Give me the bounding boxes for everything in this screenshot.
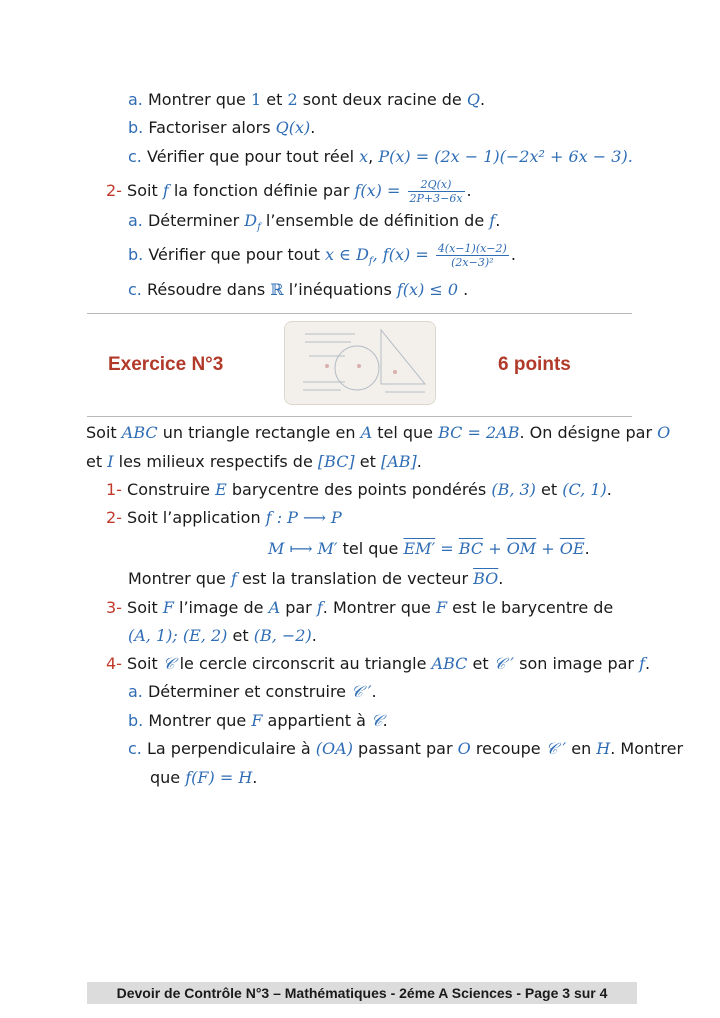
ex3-question-4: 4- Soit 𝒞 le cercle circonscrit au triangle ABC et 𝒞 ′ son image par f. (106, 654, 651, 673)
question-2a: a. Déterminer $D_f$ l’ensemble de définition de f. (128, 211, 501, 234)
exercise-illustration (284, 321, 436, 405)
exercise-intro-line1: Soit ABC un triangle rectangle en A tel que BC = 2AB. On désigne par O (86, 423, 671, 442)
ex3-question-1: 1- Construire E barycentre des points pondérés (B, 3) et (C, 1). (106, 480, 612, 499)
ex3-question-2-show: Montrer que f est la translation de vecteur $\overline{BO}$. (128, 569, 504, 588)
geometry-sketch-icon (285, 322, 435, 404)
question-1a: a. Montrer que 1 et 2 sont deux racine de Q. (128, 90, 486, 109)
ex3-question-2: 2- Soit l’application f : P ⟶ P (106, 508, 342, 527)
question-2c: c. Résoudre dans ℝ l’inéquations f(x) ≤ 0 . (128, 280, 469, 299)
ex3-question-2-mapping: M ⟼ M′ tel que $EM' = \overline{BC} + \overline{OM} + \overline{OE}$. (268, 539, 590, 558)
exercise-title: Exercice N°3 (108, 354, 224, 375)
exercise-intro-line2: et I les milieux respectifs de [BC] et [AB]. (86, 452, 422, 471)
ex3-question-4a: a. Déterminer et construire 𝒞 ′. (128, 682, 377, 701)
ex3-question-3: 3- Soit F l’image de A par f. Montrer que F est le barycentre de (106, 598, 614, 617)
ex3-question-4b: b. Montrer que F appartient à 𝒞. (128, 711, 388, 730)
question-1c: c. Vérifier que pour tout réel x, P(x) = (2x − 1)(−2x² + 6x − 3). (128, 147, 633, 166)
fraction-f: $\frac{2Q(x)}{2P+3-6x}$ (409, 178, 463, 205)
question-2b: b. Vérifier que pour tout x ∈ $D_f$, f(x) = $\frac{4(x-1)(x-2)}{\text{(2x−3)²}}$ . (128, 242, 516, 269)
ex3-question-3-points: (A, 1); (E, 2) et (B, −2). (128, 626, 317, 645)
divider-bottom (87, 416, 632, 417)
page-footer: Devoir de Contrôle N°3 – Mathématiques - 2éme A Sciences - Page 3 sur 4 (87, 982, 637, 1004)
question-2: 2- Soit f la fonction définie par f(x) = $\frac{2Q(x)}{2P+3-6x}$ . (106, 178, 472, 205)
exercise-points: 6 points (498, 354, 571, 375)
ex3-question-4c: c. La perpendiculaire à (OA) passant par O recoupe 𝒞 ′ en H. Montrer (128, 739, 684, 758)
question-1b: b. Factoriser alors Q(x). (128, 118, 316, 137)
divider-top (87, 313, 632, 314)
fraction-fx: $\frac{4(x-1)(x-2)}{\text{(2x−3)²}}$ (437, 242, 507, 269)
ex3-question-4c-cont: que f(F) = H. (150, 768, 258, 787)
